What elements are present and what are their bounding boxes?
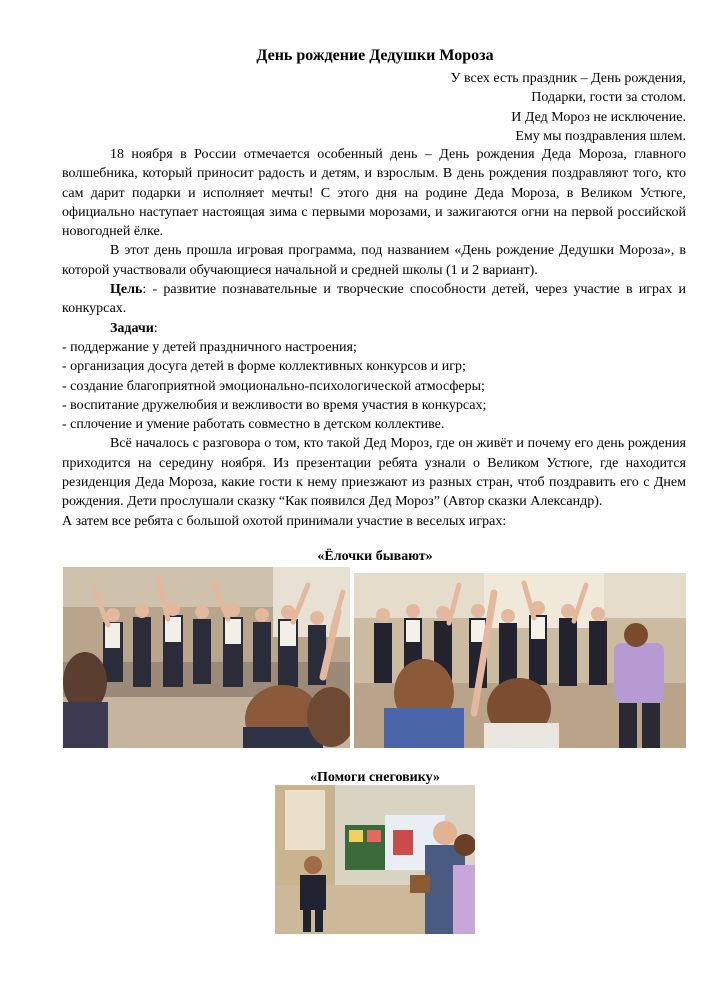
paragraph-games: А затем все ребята с большой охотой принимали участие в веселых играх:	[62, 513, 507, 529]
article-body	[62, 145, 686, 531]
epigraph-poem	[62, 69, 686, 146]
photo-game-1-left	[63, 567, 350, 748]
list-item: - организация досуга детей в форме коллективных конкурсов и игр;	[62, 359, 466, 375]
tasks-colon: :	[153, 320, 158, 336]
paragraph-goal	[62, 280, 686, 319]
list-item: - сплочение и умение работать совместно в детском коллективе.	[62, 417, 445, 433]
caption-game-1: «Ёлочки бывают»	[317, 549, 433, 564]
goal-text: : - развитие познавательные и творческие способности детей, через участие в играх и конкурсах.	[62, 282, 686, 317]
tasks-label: Задачи	[110, 320, 154, 336]
tasks-heading	[62, 319, 686, 338]
paragraph-program: В этот день прошла игровая программа, под названием «День рождение Дедушки Мороза», в которой участвовали обучающиеся начальной и средней школы (1 и 2 вариант).	[62, 243, 686, 278]
caption-game-2: «Помоги снеговику»	[310, 770, 440, 785]
goal-label: Цель	[110, 282, 143, 298]
poem-line: Ему мы поздравления шлем.	[515, 128, 686, 144]
photo-game-2	[275, 785, 475, 934]
tasks-list	[62, 338, 686, 434]
poem-line: И Дед Мороз не исключение.	[511, 109, 686, 125]
list-item: - создание благоприятной эмоционально-психологической атмосферы;	[62, 378, 485, 394]
list-item: - воспитание дружелюбия и вежливости во время участия в конкурсах;	[62, 397, 487, 413]
paragraph-story: Всё началось с разговора о том, кто такой Дед Мороз, где он живёт и почему его день рождения приходится на середину ноября. Из презентации ребята узнали о Великом Устюге, где находится резиденция Деда Мороза, какие гости к нему приезжают из разных стран, чтоб поздравить его с Днем рождения. Дети прослушали сказку “Как появился Дед Мороз” (Автор сказки Александр).	[62, 436, 686, 510]
photo-game-1-right	[354, 573, 686, 748]
poem-line: Подарки, гости за столом.	[531, 90, 686, 106]
list-item: - поддержание у детей праздничного настроения;	[62, 339, 357, 355]
paragraph-intro: 18 ноября в России отмечается особенный день – День рождения Деда Мороза, главного волшебника, который приносит радость и детям, и взрослым. В день рождения поздравляют того, кто сам дарит подарки и исполняет мечты! С этого дня на родине Деда Мороза, в Великом Устюге, официально наступает настоящая зима с первыми морозами, и зажигаются огни на первой российской новогодней ёлке.	[62, 147, 686, 240]
document-title: День рождение Дедушки Мороза	[256, 47, 494, 64]
poem-line: У всех есть праздник – День рождения,	[450, 71, 686, 86]
